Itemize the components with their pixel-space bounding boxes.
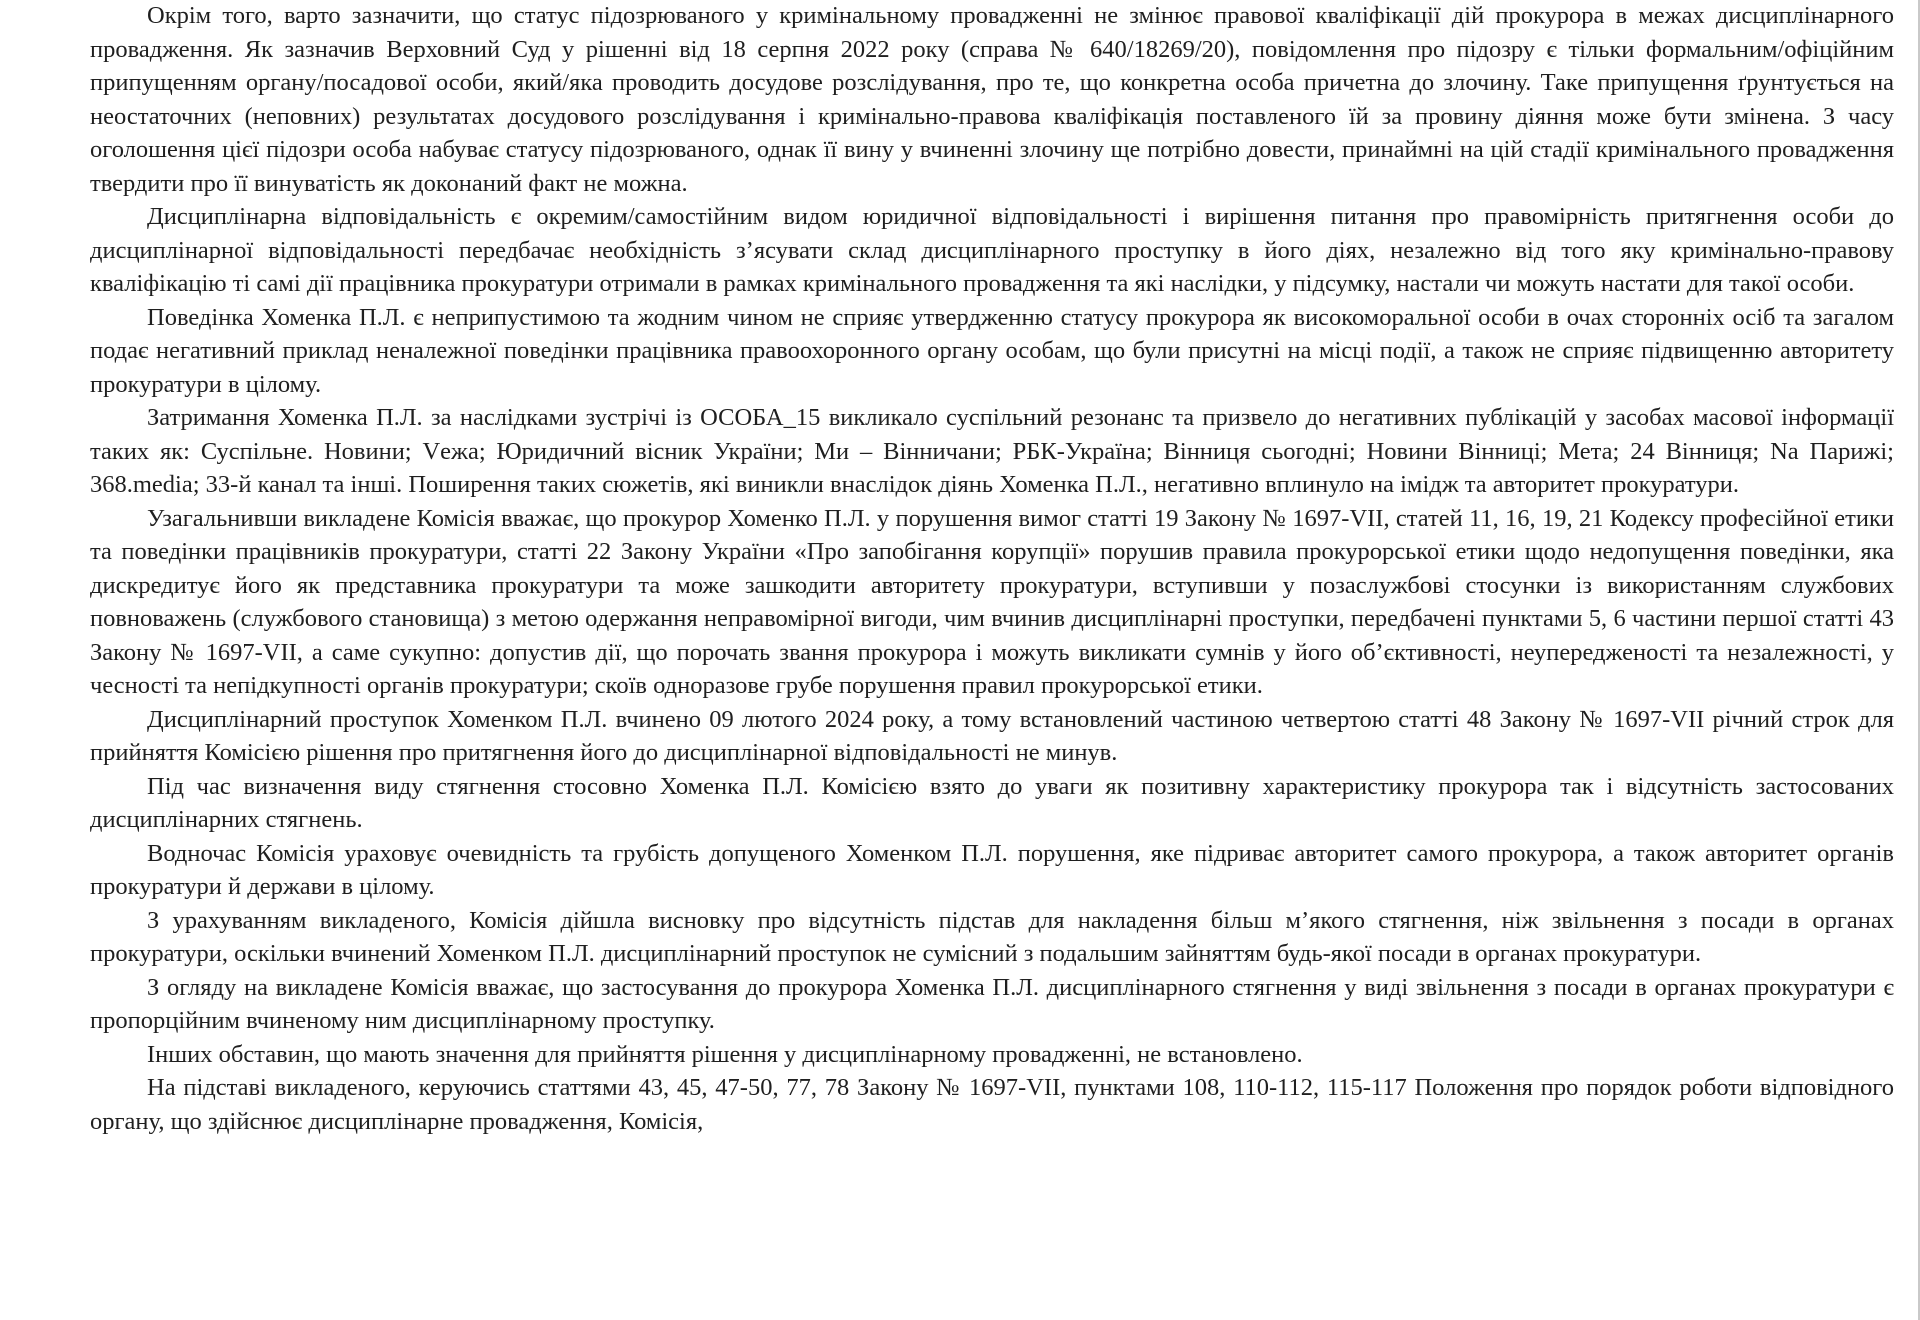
paragraph-disciplinary-responsibility: Дисциплінарна відповідальність є окремим/самостійним видом юридичної відповідальності і вирішення питання про правомірність притягнення особи до дисциплінарної відповідальності передбачає необхідність з’ясувати склад дисциплінарного проступку в його діях, незалежно від того яку кримінально-правову кваліфікацію ті самі дії працівника прокуратури отримали в рамках кримінального провадження та які наслідки, у підсумку, настали чи можуть настати для такої особи. (90, 203, 1894, 297)
paragraph-legal-basis: На підставі викладеного, керуючись статтями 43, 45, 47-50, 77, 78 Закону № 1697-VII, пунктами 108, 110-112, 115-117 Положення про порядок роботи відповідного органу, що здійснює дисциплінарне провадження, Комісія, (90, 1074, 1894, 1135)
paragraph-severity: Водночас Комісія ураховує очевидність та грубість допущеного Хоменком П.Л. порушення, яке підриває авторитет самого прокурора, а також авторитет органів прокуратури й держави в цілому. (90, 839, 1894, 900)
paragraph-dismissal-conclusion: З урахуванням викладеного, Комісія дійшла висновку про відсутність підстав для накладення більш м’якого стягнення, ніж звільнення з посади в органах прокуратури, оскільки вчинений Хоменком П.Л. дисциплінарний проступок не сумісний з подальшим зайняттям будь-якої посади в органах прокуратури. (90, 906, 1894, 967)
paragraph-media-resonance: Затримання Хоменка П.Л. за наслідками зустрічі із ОСОБА_15 викликало суспільний резонанс та призвело до негативних публікацій у засобах масової інформації таких як: Суспільне. Новини; Vежа; Юридичний вісник України; Ми – Вінничани; РБК-Україна; Вінниця сьогодні; Новини Вінниці; Мета; 24 Вінниця; Na Парижі; 368.media; 33-й канал та інші. Поширення таких сюжетів, які виникли внаслідок діянь Хоменка П.Л., негативно вплинуло на імідж та авторитет прокуратури. (90, 404, 1894, 498)
paragraph-commission-conclusion: Узагальнивши викладене Комісія вважає, що прокурор Хоменко П.Л. у порушення вимог статті 19 Закону № 1697-VII, статей 11, 16, 19, 21 Кодексу професійної етики та поведінки працівників прокуратури, статті 22 Закону України «Про запобігання корупції» порушив правила прокурорської етики щодо недопущення поведінки, яка дискредитує його як представника прокуратури та може зашкодити авторитету прокуратури, вступивши у позаслужбові стосунки із використанням службових повноважень (службового становища) з метою одержання неправомірної вигоди, чим вчинив дисциплінарні проступки, передбачені пунктами 5, 6 частини першої статті 43 Закону № 1697-VII, а саме сукупно: допустив дії, що порочать звання прокурора і можуть викликати сумнів у його об’єктивності, неупередженості та незалежності, у чесності та непідкупності органів прокуратури; скоїв одноразове грубе порушення правил прокурорської етики. (90, 504, 1894, 699)
paragraph-deadline: Дисциплінарний проступок Хоменком П.Л. вчинено 09 лютого 2024 року, а тому встановлений частиною четвертою статті 48 Закону № 1697-VII річний строк для прийняття Комісією рішення про притягнення його до дисциплінарної відповідальності не минув. (90, 705, 1894, 766)
paragraph-penalty-consideration: Під час визначення виду стягнення стосовно Хоменка П.Л. Комісією взято до уваги як позитивну характеристику прокурора так і відсутність застосованих дисциплінарних стягнень. (90, 772, 1894, 833)
paragraph-other-circumstances: Інших обставин, що мають значення для прийняття рішення у дисциплінарному провадженні, не встановлено. (147, 1040, 1303, 1068)
document-body (90, 0, 1894, 1138)
paragraph-suspect-status: Окрім того, варто зазначити, що статус підозрюваного у кримінальному провадженні не змінює правової кваліфікації дій прокурора в межах дисциплінарного провадження. Як зазначив Верховний Суд у рішенні від 18 серпня 2022 року (справа № 640/18269/20), повідомлення про підозру є тільки формальним/офіційним припущенням органу/посадової особи, який/яка проводить досудове розслідування, про те, що конкретна особа причетна до злочину. Таке припущення ґрунтується на неостаточних (неповних) результатах досудового розслідування і кримінально-правова кваліфікація поставленого їй за провину діяння може бути змінена. З часу оголошення цієї підозри особа набуває статусу підозрюваного, однак її вину у вчиненні злочину ще потрібно довести, принаймні на цій стадії кримінального провадження твердити про її винуватість як доконаний факт не можна. (90, 2, 1894, 197)
paragraph-proportionality: З огляду на викладене Комісія вважає, що застосування до прокурора Хоменка П.Л. дисциплінарного стягнення у виді звільнення з посади в органах прокуратури є пропорційним вчиненому ним дисциплінарному проступку. (90, 973, 1894, 1034)
paragraph-behavior: Поведінка Хоменка П.Л. є неприпустимою та жодним чином не сприяє утвердженню статусу прокурора як високоморальної особи в очах сторонніх осіб та загалом подає негативний приклад неналежної поведінки працівника правоохоронного органу особам, що були присутні на місці події, а також не сприяє підвищенню авторитету прокуратури в цілому. (90, 303, 1894, 398)
